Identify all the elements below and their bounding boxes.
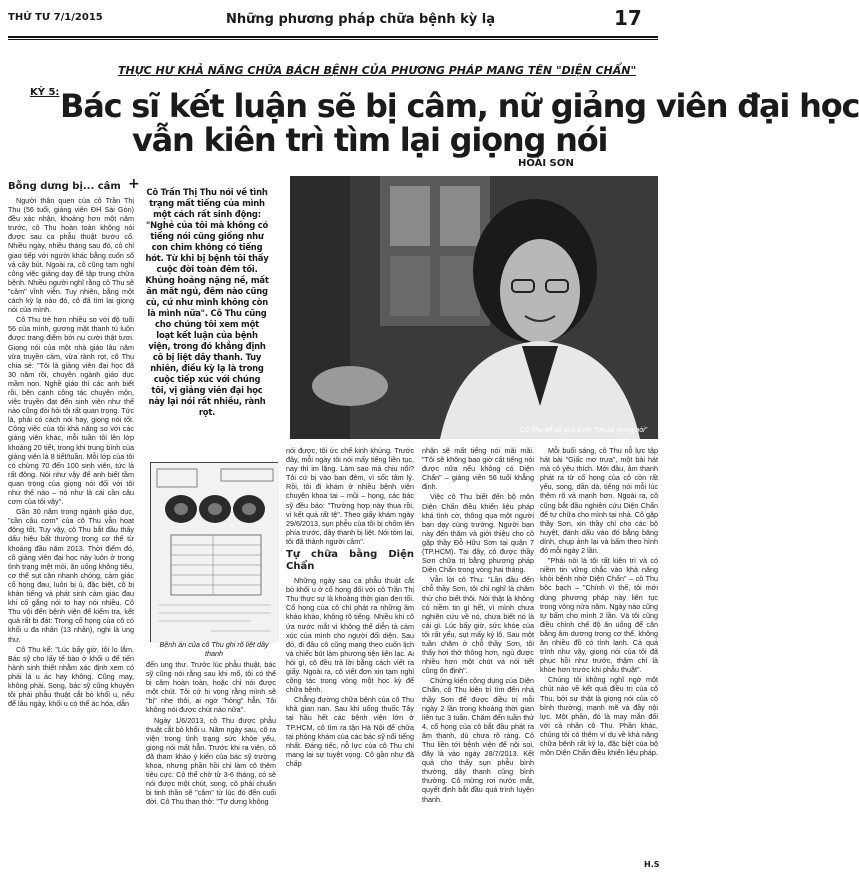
subhead-2: Tự chữa bằng Diện Chẩn (286, 549, 414, 573)
author-signature: H.S (644, 860, 660, 869)
column-1 (8, 178, 134, 868)
column-3 (286, 446, 414, 868)
header-rule-thin (8, 39, 658, 40)
headline-line-1: Bác sĩ kết luận sẽ bị câm, nữ giảng viên đại học (60, 87, 859, 125)
column-2-lower (146, 660, 276, 868)
main-photo-caption: Cô Thu kể về quá trình "tìm lại giọng nói" (520, 427, 648, 434)
paragraph: Ngày 1/6/2013, cô Thu được phẫu thuật cắt bỏ khối u. Năm ngày sau, cô ra viện trong tình trạng sức khỏe yếu, giọng nói mất hẳn. Trước khi ra viện, cô đã tham khảo ý kiến của bác sỹ trường khoa, nhưng phần hồi chỉ làm cô thêm tiêu cực: Cô thể chờ từ 3-6 tháng, có sẽ nói được một chút, song, cô phải chuẩn bị tinh thần sẽ "câm" từ lúc đó đến cuối đời. Cô Thu than thở: "Tự dưng không (146, 715, 276, 807)
column-4 (422, 446, 534, 868)
episode-label: KỲ 5: (30, 87, 60, 98)
paragraph: Chẳng đường chữa bệnh của cô Thu khá gian nan. Sau khi uống thuốc Tây tại hầu hết các bệnh viện lớn ở TP.HCM, cô tìm ra tận Hà Nội để chữa tại phòng khám của các bác sỹ nổi tiếng nhất. Đáng tiếc, nỗ lực của cô Thu chỉ mang lại sự tuyệt vọng. Cô gần như đã chấp (286, 695, 414, 768)
headline-line-2: vẫn kiên trì tìm lại giọng nói (132, 121, 608, 159)
paragraph: Cô Thu kể: "Lúc bấy giờ, tôi lo lắm. Bác sỹ cho lấy tế bào ở khối u để tiến hành sinh thiết nhằm xác định xem có phải là u ác hay không. Cũng may, không phải. Song, bác sỹ cũng khuyên tôi phải phẫu thuật cắt bỏ khối u, nếu để lâu ngày, khối u có thể ác hóa, dẫn (8, 644, 134, 709)
paragraph: nhận sẽ mất tiếng nói mãi mãi. "Tôi sẽ không bao giờ cất tiếng nói được nữa nếu không có Diện Chẩn" – giảng viên 56 tuổi khẳng định. (422, 446, 534, 492)
issue-date: THỨ TƯ 7/1/2015 (8, 12, 103, 23)
main-photo (290, 176, 658, 439)
medical-record-illustration (151, 463, 279, 643)
section-title: Những phương pháp chữa bệnh kỳ lạ (226, 12, 496, 27)
series-line: THỰC HƯ KHẢ NĂNG CHỮA BÁCH BỆNH CỦA PHƯƠNG PHÁP MANG TÊN "DIỆN CHẨN" (118, 64, 637, 77)
paragraph: Chứng kiến công dụng của Diện Chẩn, cô Thu kiên trì tìm đến nhà thầy Sơn để được điều trị mỗi ngày 2 lần trong khoảng thời gian liên tục 3 tuần. Chăm đến tuần thứ 4, cổ họng của cô bắt đầu phát ra âm thanh, dù chưa rõ ràng. Cô Thu liền tới bệnh viện để nội soi, đây là vào ngày 28/7/2013. Kết quả cho thấy sụn phễu bình thường, dây thanh cũng bình thường. Cô mừng rơi nước mắt, quyết định bắt đầu quá trình luyện thanh. (422, 676, 534, 804)
pull-quote: Cô Trần Thị Thu nói về tình trạng mất tiếng của mình một cách rất sinh động: "Nghẻ của tôi mà không có tiếng nói cũng giống như con chim không có tiếng hót. Từ khi bị bệnh tôi thấy cuộc đời toàn đêm tối. Khủng hoảng nặng nề, mất ăn mất ngủ, đêm nào cũng cù, cứ như mình không còn là mình nữa". Cô Thu cũng cho chúng tôi xem một loạt kết luận của bệnh viện, trong đó khẳng định cô bị liệt dây thanh. Tuy nhiên, điều kỳ lạ là trong cuộc tiếp xúc với chúng tôi, vị giảng viên đại học này lại nói rất nhiều, rành rọt. (145, 187, 269, 417)
portrait-illustration (290, 176, 658, 439)
paragraph: đến ung thư. Trước lúc phẫu thuật, bác sỹ cũng nói rằng sau khi mổ, tôi có thể bị câm hoàn toàn, hoặc chỉ nói được một chút. Tôi cứ hi vọng rằng mình sẽ "bị" nhẹ thôi, ai ngờ "hỏng" hẳn. Tôi không nói được chút nào nữa". (146, 660, 276, 715)
medical-record-photo (150, 462, 278, 642)
paragraph: Gần 30 năm trong ngành giáo dục, "cần câu cơm" của cô Thu vẫn hoạt động tốt. Tuy vậy, cô Thu bắt đầu thấy dấu hiệu bất thường trong cơ thể từ khoảng đầu năm 2013. Thời điểm đó, cô giảng viên đại học này luôn ở trong tình trạng mệt mỏi, ăn uống không tiêu, cơ thể sụt cân nhanh chóng, cảm giác cổ họng đau, luôn bị ù, đặc biệt, cô bị khàn tiếng và phát sinh cảm giác đau khi cố gắng nói to hay nói nhiều. Cô Thu vội đến bệnh viện để kiểm tra, kết quả rất bi đát: Trong cổ họng của cô có khối u đa nhân (13 nhân), nghi là ung thư. (8, 507, 134, 644)
header-rule (8, 36, 658, 38)
paragraph: Cô Thu trẻ hơn nhiều so với độ tuổi 56 của mình, gương mặt thanh tú luôn được trang điểm bởi nụ cười thật tươi. Giọng nói của một nhà giáo lâu năm vừa truyền cảm, vừa rành rọt, cô Thu chia sẻ: "Tôi là giảng viên đại học đã 30 năm rồi, chuyên ngành giáo dục mầm non. Nghề giáo thì các anh biết rồi, bên cạnh công tác chuyên môn, việc truyền đạt đến sinh viên như thế nào cũng đòi hỏi tôi rất quan trọng. Tức là, phải có cách nói hay, giọng nói tốt. Công việc của tôi khả năng so với các giảng viên khác, mỗi tuần tôi lên lớp khoảng 20 tiết, trong khi trung bình của giảng viên là 8 tiết/tuần. Mỗi lớp của tôi có chừng 70 đến 100 sinh viên, tức là rất đông. Nói như vậy để anh biết tầm quan trọng của giọng nói đối với tôi như thế nào – nó như là cái cần câu cơm của tôi vậy". (8, 315, 134, 507)
page-number: 17 (614, 6, 642, 30)
medical-record-caption: Bệnh án của cô Thu ghi rõ liệt dây thanh (159, 640, 269, 658)
paragraph: Người thân quen của cô Trần Thị Thu (56 tuổi, giảng viên ĐH Sài Gòn) đều xác nhận, khoảng hơn một năm trước, cô Thu hoàn toàn không nói được sau ca phẫu thuật bướu cổ. Nhiều ngày, nhiều tháng sau đó, cô chỉ giao tiếp với người khác bằng cuốn sổ và cây bút. Ngoài ra, cô cũng tạm nghỉ công việc giảng dạy để tập trung chữa bệnh. Nhiều người nghĩ rằng cô Thu sẽ "câm" vĩnh viễn. Tuy nhiên, bằng một cách kỳ lạ nào đó, cô đã tìm lại giọng nói của mình. (8, 196, 134, 315)
paragraph: Vẫn lời cô Thu: "Lần đầu đến chỗ thầy Sơn, tôi chỉ nghĩ là chăm thử cho biết thôi. Nói thật là không có niềm tin gì hết, vì mình chưa nghiên cứu về nó, chưa biết nó là cái gì. Lúc bấy giờ, sức khỏe của tôi rất yếu, sụt mấy ký lô. Sau một tuần chăm ở chỗ thầy Sơn, tôi thấy hơi thở thông hơn, ngủ được nhiều hơn một chút và nói tiết cũng ổn định". (422, 575, 534, 676)
subhead-1: Bỗng dưng bị... câm (8, 181, 121, 192)
paragraph: Mỗi buổi sáng, cô Thu nỗ lực tập hát bài "Giấc mơ trưa", một bài hát mà cô yêu thích. Mới đầu, âm thanh phát ra từ cổ họng của cô còn rất yếu, song, dần dà, tiếng nói mỗi lúc thêm rõ và mạnh hơn. Ngoài ra, cô cũng bắt đầu nghiên cứu Diện Chẩn để tự chữa cho mình tại nhà. Cô gặp thầy Sơn, xin thầy chỉ cho các bộ huyệt, đánh dấu vào đó bằng băng dính, chụp ảnh lại và bấm theo hình đó mỗi ngày 2 lần. (540, 446, 658, 556)
paragraph: nói được, tôi ức chế kinh khủng. Trước đây, mỗi ngày tôi nói mấy tiếng liền tục, nay thì im lặng. Làm sao mà chịu nổi? Tôi cứ bị vào ban đêm, vì sốc tâm lý. Rồi, tôi đi khám ở nhiều bệnh viện chuyên khoa tai – mũi – họng, các bác sỹ đều bảo: "Trường hợp này thua rồi, vì kết quả rất tệ". Theo giấy khám ngày 29/6/2013, sụn phễu của tôi bị chốm lên phía trước, dây thanh bị liệt. Nói tóm lại, tôi đã thành người câm". (286, 446, 414, 546)
paragraph: Chúng tôi không nghĩ ngờ một chút nào về kết quả điều trị của cô Thu, bởi sự thật là giọng nói của cô bình thường, mạnh mẽ và đầy nội lực. Một phần, đó là may mắn đối với cá nhân cô Thu. Phần khác, chúng tôi có thêm ví dụ về khả năng chữa bệnh rất kỳ lạ, đặc biệt của bộ môn Diện Chẩn điều khiển liệu pháp. (540, 675, 658, 758)
paragraph: Những ngày sau ca phẫu thuật cắt bỏ khối u ở cổ họng đối với cô Trần Thị Thu thực sự là khoảng thời gian đen tối. Cổ họng của cô chỉ phát ra những âm khào khào, không rõ tiếng. Nhiều khi cô ứa nước mắt vì không thể diễn tả cảm xúc của mình cho người đối diện. Sau đó, đi đâu cô cũng mang theo cuốn lịch và chiếc bút làm phương tiện liên lạc. Ai hỏi gì, cô đều trả lời bằng cách viết ra giấy. Ngoài ra, cô viết đơn xin tạm nghỉ công tác trong vòng một học kỳ để chữa bệnh. (286, 576, 414, 695)
paragraph: "Phải nói là tôi rất kiên trì và có niềm tin vững chắc vào khả năng khỏi bệnh nhờ Diện Chẩn" – cô Thu bộc bạch – "Chính vì thế, tôi mới dùng phương pháp này liên tục trong vòng nửa năm. Ngày nào cũng tự bấm cho mình 2 lần. Và tôi cũng điều chỉnh chế độ ăn uống để cân bằng âm dương trong cơ thể, không ăn nhiều đồ có tính lạnh. Cả quá trình như vậy, giọng nói của tôi đã phục hồi như trước, thậm chí là khỏe hơn trước khi phẫu thuật". (540, 556, 658, 675)
column-5 (540, 446, 658, 858)
cross-mark: + (128, 176, 140, 192)
paragraph: Việc cô Thu biết đến bộ môn Diện Chẩn điều khiển liệu pháp khá tình cờ, thông qua một người bạn dạy cùng trường. Người bạn này đến thăm và giới thiệu cho cô gặp thầy Đỗ Hữu Sơn tại quận 7 (TP.HCM). Tại đây, cô được thầy Sơn chữa trị bằng phương pháp Diện Chẩn trong vòng hai tháng. (422, 492, 534, 575)
author-byline: HOÀI SƠN (518, 158, 574, 169)
